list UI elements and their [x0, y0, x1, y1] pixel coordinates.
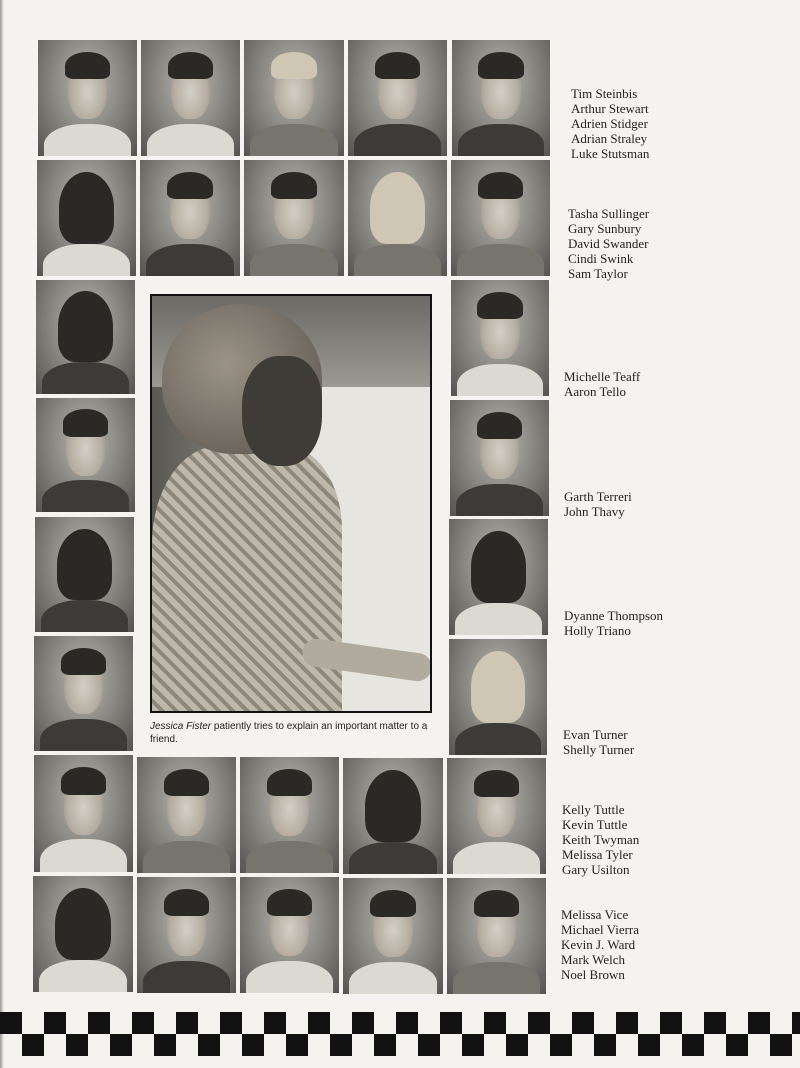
checker-square — [396, 1012, 418, 1034]
portrait-melissa-vice — [33, 876, 133, 992]
student-name: Tim Steinbis — [571, 86, 638, 101]
caption-name: Jessica Fister — [150, 721, 212, 732]
student-name: Michael Vierra — [561, 922, 640, 937]
checker-square — [374, 1034, 396, 1056]
portrait-dyanne-thompson — [35, 517, 134, 632]
checker-square — [550, 1034, 572, 1056]
portrait-kevin-tuttle — [137, 757, 236, 873]
checker-square — [154, 1034, 176, 1056]
student-name: Melissa Tyler — [562, 847, 633, 862]
student-name: Adrien Stidger — [571, 116, 648, 131]
student-name: Kelly Tuttle — [562, 802, 625, 817]
feature-photo — [150, 294, 432, 713]
photo-caption — [150, 720, 435, 746]
checker-square — [572, 1012, 594, 1034]
portrait-garth-terreri — [36, 398, 135, 512]
checker-square — [616, 1012, 638, 1034]
checker-square — [88, 1012, 110, 1034]
portrait-mark-welch — [343, 878, 443, 994]
student-name: Kevin Tuttle — [562, 817, 628, 832]
name-list-row-3 — [564, 369, 640, 399]
student-name: Keith Twyman — [562, 832, 640, 847]
checker-square — [660, 1012, 682, 1034]
name-list-row-7 — [562, 802, 639, 877]
checker-square — [220, 1012, 242, 1034]
student-name: Adrian Straley — [571, 131, 648, 146]
checker-square — [792, 1012, 800, 1034]
portrait-noel-brown — [447, 878, 546, 994]
checker-square — [308, 1012, 330, 1034]
page-edge — [0, 0, 4, 1068]
student-name: Evan Turner — [563, 727, 628, 742]
portrait-david-swander — [244, 160, 344, 276]
checker-square — [638, 1034, 660, 1056]
checker-square — [726, 1034, 748, 1056]
portrait-adrien-stidger — [244, 40, 344, 156]
student-name: Cindi Swink — [568, 251, 634, 266]
student-name: Garth Terreri — [564, 489, 632, 504]
portrait-shelly-turner — [449, 639, 547, 755]
checker-square — [440, 1012, 462, 1034]
student-name: Holly Triano — [564, 623, 631, 638]
name-list-row-1 — [571, 86, 649, 161]
portrait-evan-turner — [34, 636, 133, 751]
student-name: Luke Stutsman — [571, 146, 650, 161]
checker-square — [286, 1034, 308, 1056]
student-name: Gary Sunbury — [568, 221, 642, 236]
checker-square — [770, 1034, 792, 1056]
student-name: Tasha Sullinger — [568, 206, 650, 221]
student-name: Arthur Stewart — [571, 101, 649, 116]
portrait-melissa-tyler — [343, 758, 443, 874]
name-list-row-8 — [561, 907, 639, 982]
checker-square — [66, 1034, 88, 1056]
portrait-gary-usilton — [447, 758, 546, 874]
student-name: Noel Brown — [561, 967, 625, 982]
student-name: Dyanne Thompson — [564, 608, 664, 623]
student-name: Aaron Tello — [564, 384, 627, 399]
portrait-michelle-teaff — [36, 280, 135, 394]
checker-square — [330, 1034, 352, 1056]
student-name: Michelle Teaff — [564, 369, 641, 384]
student-name: Shelly Turner — [563, 742, 635, 757]
checker-square — [484, 1012, 506, 1034]
portrait-tim-steinbis — [38, 40, 137, 156]
student-name: Mark Welch — [561, 952, 626, 967]
checker-square — [22, 1034, 44, 1056]
portrait-luke-stutsman — [452, 40, 550, 156]
checker-square — [242, 1034, 264, 1056]
feature-subject-face — [242, 356, 322, 466]
checker-square — [506, 1034, 528, 1056]
portrait-arthur-stewart — [141, 40, 240, 156]
checkered-border — [0, 1012, 800, 1056]
checker-square — [264, 1012, 286, 1034]
portrait-gary-sunbury — [140, 160, 240, 276]
checker-square — [198, 1034, 220, 1056]
student-name: David Swander — [568, 236, 649, 251]
student-name: Kevin J. Ward — [561, 937, 636, 952]
name-list-row-2 — [568, 206, 649, 281]
student-name: Melissa Vice — [561, 907, 629, 922]
checker-square — [528, 1012, 550, 1034]
student-name: John Thavy — [564, 504, 625, 519]
portrait-holly-triano — [449, 519, 548, 635]
portrait-cindi-swink — [348, 160, 447, 276]
checker-square — [418, 1034, 440, 1056]
student-name: Sam Taylor — [568, 266, 628, 281]
checker-square — [352, 1012, 374, 1034]
portrait-adrian-straley — [348, 40, 447, 156]
portrait-tasha-sullinger — [37, 160, 136, 276]
name-list-row-5 — [564, 608, 663, 638]
feature-subject-body — [152, 446, 342, 713]
portrait-sam-taylor — [451, 160, 550, 276]
portrait-michael-vierra — [137, 877, 236, 993]
checker-square — [176, 1012, 198, 1034]
checker-square — [682, 1034, 704, 1056]
checker-square — [704, 1012, 726, 1034]
checker-square — [594, 1034, 616, 1056]
portrait-keith-twyman — [240, 757, 339, 873]
checker-square — [44, 1012, 66, 1034]
checker-square — [0, 1012, 22, 1034]
checker-square — [462, 1034, 484, 1056]
checker-square — [132, 1012, 154, 1034]
portrait-kevin-j-ward — [240, 877, 339, 993]
name-list-row-4 — [564, 489, 632, 519]
checker-square — [110, 1034, 132, 1056]
student-name: Gary Usilton — [562, 862, 630, 877]
caption-text: patiently tries to explain an important matter to a friend. — [150, 721, 428, 745]
checker-square — [748, 1012, 770, 1034]
name-list-row-6 — [563, 727, 634, 757]
portrait-kelly-tuttle — [34, 755, 133, 872]
portrait-john-thavy — [450, 400, 549, 516]
portrait-aaron-tello — [451, 280, 549, 396]
